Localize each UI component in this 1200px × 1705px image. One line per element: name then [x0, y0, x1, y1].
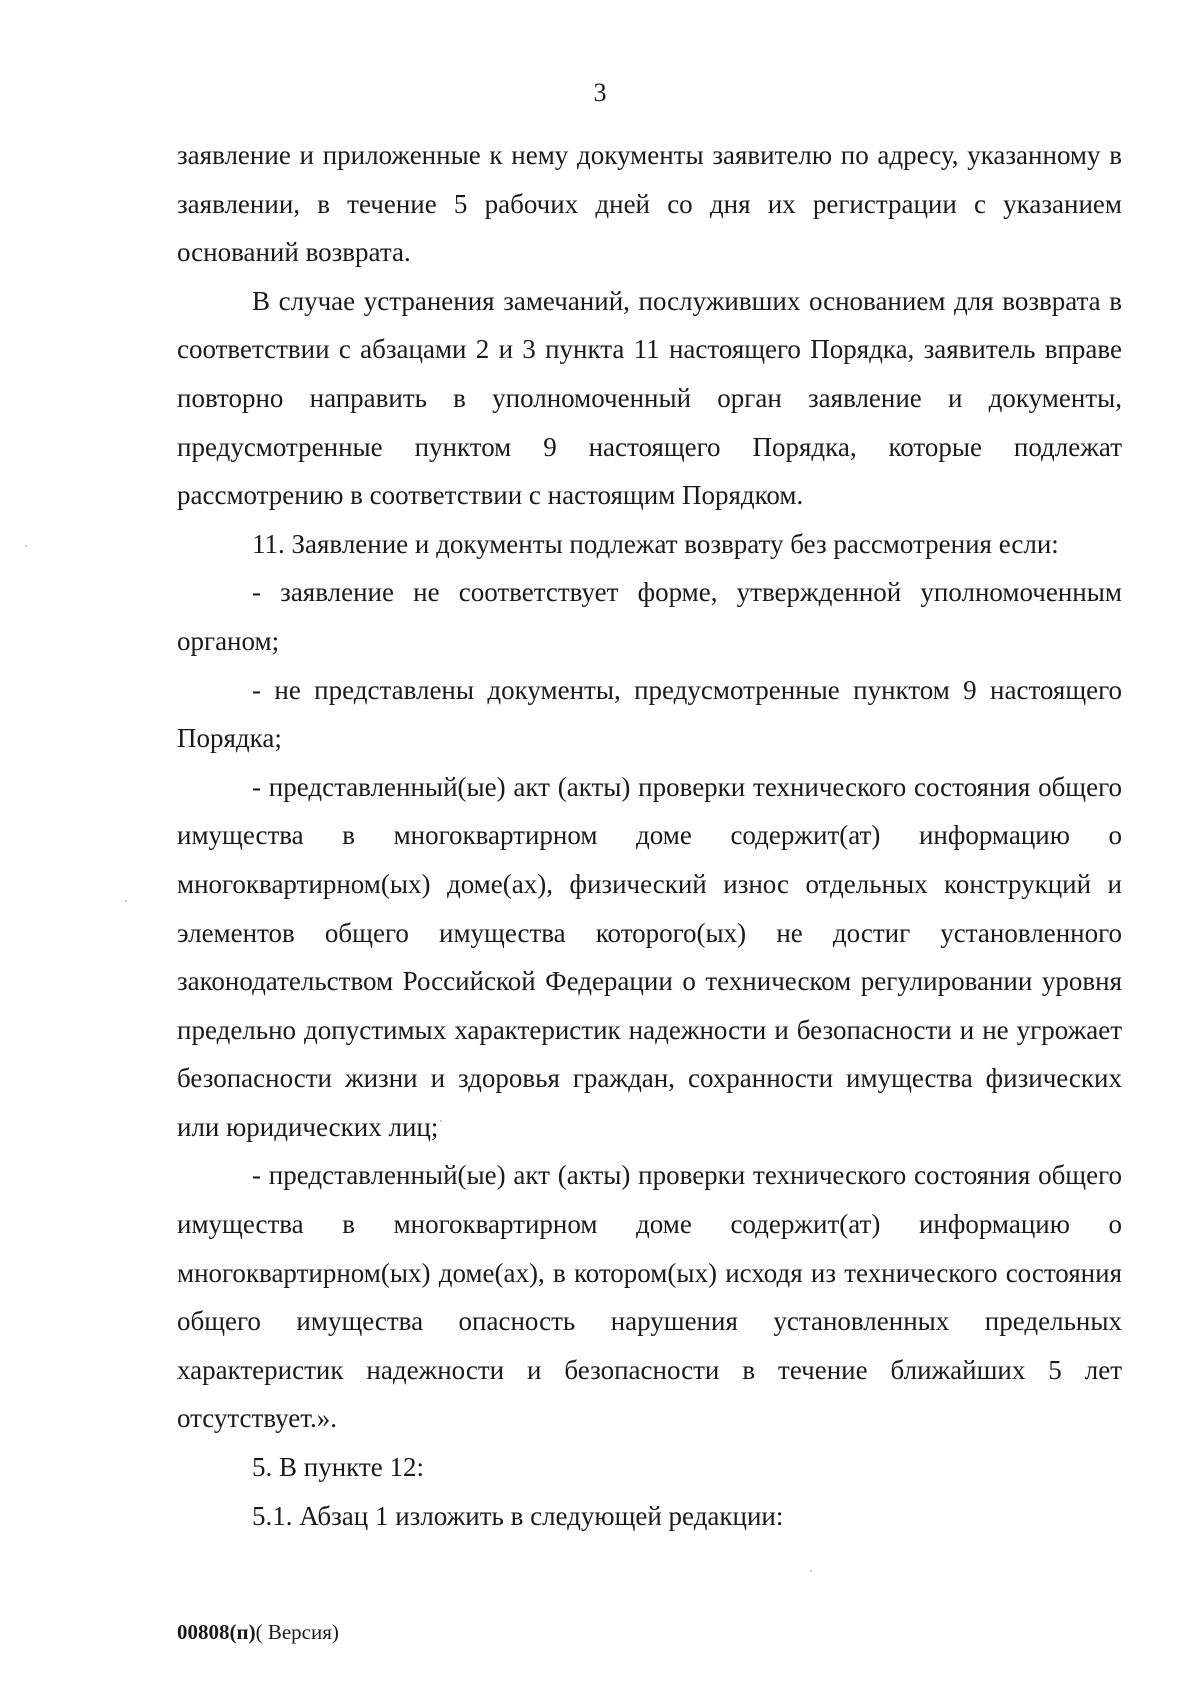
paragraph-item-11: 11. Заявление и документы подлежат возврату без рассмотрения если:: [252, 528, 1059, 559]
paragraph-item-5: 5. В пункте 12:: [252, 1452, 424, 1483]
document-footer: [177, 1618, 339, 1646]
paragraph-resubmission: В случае устранения замечаний, послуживших основанием для возврата в соответствии с абзацами 2 и 3 пункта 11 настоящего Порядка, заявитель вправе повторно направить в уполномоченный орган заявление и документы, предусмотренные пунктом 9 настоящего Порядка, которые подлежат рассмотрению в соответствии с настоящим Порядком.: [177, 285, 1122, 511]
scan-speck: [125, 900, 127, 902]
document-body: [177, 131, 1122, 1540]
paragraph-return-continuation: заявление и приложенные к нему документы заявителю по адресу, указанному в заявлении, в течение 5 рабочих дней со дня их регистрации с указанием оснований возврата.: [177, 140, 1122, 268]
paragraph-item-5-1: 5.1. Абзац 1 изложить в следующей редакции:: [252, 1500, 784, 1531]
scan-speck: [25, 545, 27, 547]
document-version: ( Версия): [255, 1620, 339, 1644]
document-code: 00808(п): [177, 1620, 256, 1644]
list-item-wear-not-reached: - представленный(ые) акт (акты) проверки технического состояния общего имущества в многоквартирном доме содержит(ат) информацию о многоквартирном(ых) доме(ах), физический износ отдельных конструкций и элементов общего имущества которого(ых) не достиг установленного законодательством Российской Федерации о техническом регулировании уровня предельно допустимых характеристик надежности и безопасности и не угрожает безопасности жизни и здоровья граждан, сохранности имущества физических или юридических лиц;: [177, 771, 1122, 1142]
page-number: 3: [593, 78, 607, 107]
list-item-missing-documents: - не представлены документы, предусмотренные пунктом 9 настоящего Порядка;: [177, 674, 1122, 754]
scan-speck: [440, 1120, 442, 1122]
list-item-form-mismatch: - заявление не соответствует форме, утвержденной уполномоченным органом;: [177, 577, 1122, 656]
scan-speck: [810, 1570, 812, 1572]
list-item-no-danger: - представленный(ые) акт (акты) проверки технического состояния общего имущества в многоквартирном доме содержит(ат) информацию о многоквартирном(ых) доме(ах), в котором(ых) исходя из технического состояния общего имущества опасность нарушения установленных предельных характеристик надежности и безопасности в течение ближайших 5 лет отсутствует.».: [177, 1160, 1122, 1434]
